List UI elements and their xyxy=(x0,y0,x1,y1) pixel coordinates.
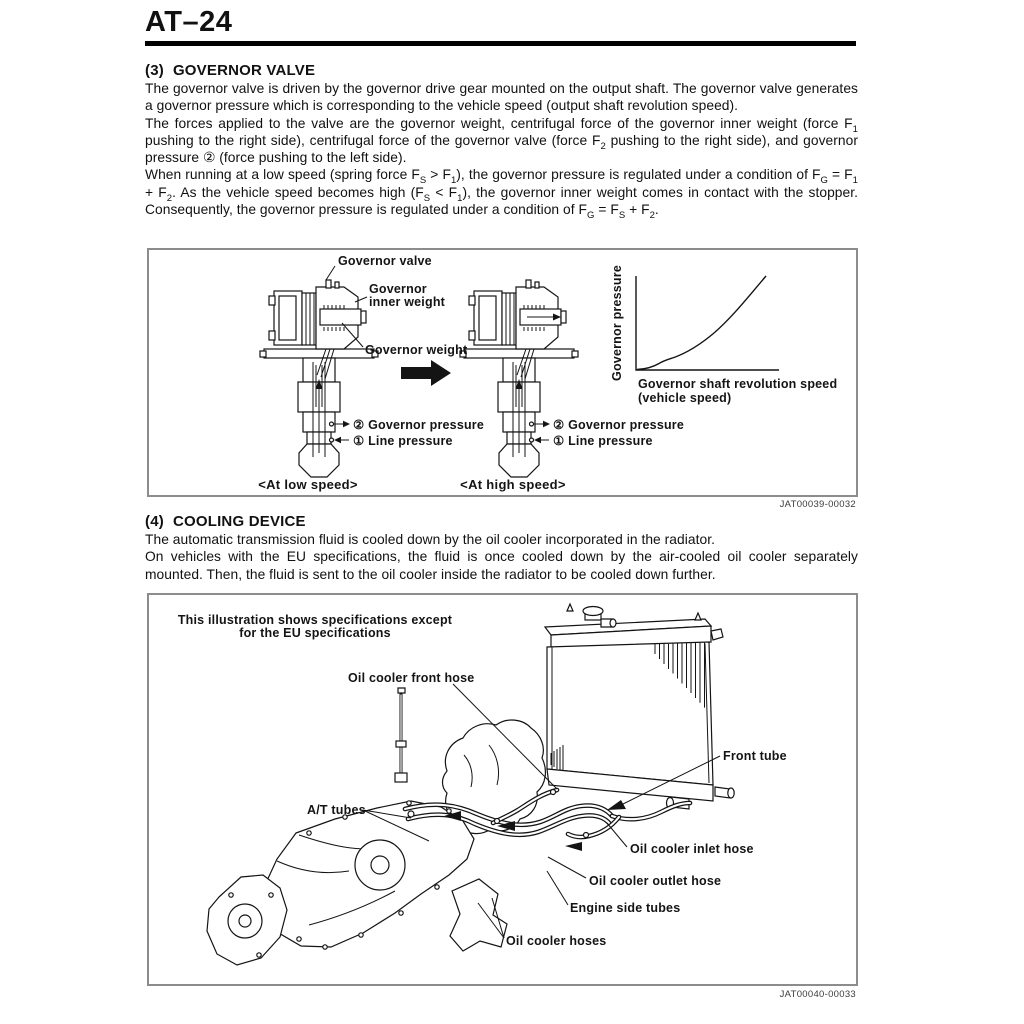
graph-x-axis-label-1: Governor shaft revolution speed xyxy=(638,377,838,391)
figure-governor-valve xyxy=(147,248,858,497)
label-oil-cooler-inlet-hose: Oil cooler inlet hose xyxy=(630,842,754,856)
page-code: AT–24 xyxy=(145,6,233,38)
note-eu-spec-2: for the EU specifications xyxy=(239,626,391,640)
figure-1-code: JAT00039-00032 xyxy=(779,499,856,510)
caption-low-speed: <At low speed> xyxy=(258,477,358,492)
transmission-case xyxy=(207,801,507,965)
paragraph: On vehicles with the EU specifications, the fluid is once cooled down by the air-cooled oil cooler separately mounted. Then, the fluid is sent to the oil cooler inside the radiator to be cooled down further. xyxy=(145,549,858,582)
transition-arrow-icon xyxy=(401,360,451,386)
section-4-body xyxy=(145,531,858,583)
label-governor-inner-weight-1: Governor xyxy=(369,282,427,296)
label-governor-pressure-right: ② Governor pressure xyxy=(553,418,685,432)
figure-2-code: JAT00040-00033 xyxy=(779,989,856,1000)
label-governor-weight: Governor weight xyxy=(365,343,468,357)
note-eu-spec-1: This illustration shows specifications except xyxy=(177,613,453,627)
figure-cooling-device xyxy=(147,593,858,986)
title-rule xyxy=(145,41,856,46)
paragraph: When running at a low speed (spring force $F_S > F_1$), the governor pressure is regulated under a condition of $F_G = F_1 + F_2$. As the vehicle speed becomes high $(F_S < F_1)$, the governor inner weight comes in contact with the stopper. Consequently, the governor pressure is regulated under a condition of $F_G = F_S + F_2$. xyxy=(145,167,859,221)
section-4-heading xyxy=(145,513,306,530)
section-3-title: GOVERNOR VALVE xyxy=(172,62,316,79)
label-governor-pressure-left: ② Governor pressure xyxy=(353,418,485,432)
section-4-number: (4) xyxy=(145,513,164,530)
section-3-number: (3) xyxy=(145,62,164,79)
paragraph: The automatic transmission fluid is cooled down by the oil cooler incorporated in the radiator. xyxy=(145,532,715,547)
label-front-tube: Front tube xyxy=(723,749,787,763)
label-oil-cooler-outlet-hose: Oil cooler outlet hose xyxy=(589,874,722,888)
label-oil-cooler-front-hose: Oil cooler front hose xyxy=(348,671,475,685)
radiator xyxy=(545,604,734,809)
dipstick-rod xyxy=(395,688,407,782)
label-governor-valve: Governor valve xyxy=(338,254,432,268)
section-3-body xyxy=(145,80,859,221)
paragraph: The governor valve is driven by the governor drive gear mounted on the output shaft. The governor valve generates a governor pressure which is corresponding to the vehicle speed (output shaft revolution speed). xyxy=(145,81,858,114)
governor-valve-diagram xyxy=(149,250,856,495)
label-engine-side-tubes: Engine side tubes xyxy=(570,901,681,915)
section-3-heading xyxy=(145,62,315,79)
governor-pressure-graph xyxy=(610,265,837,405)
graph-y-axis-label: Governor pressure xyxy=(610,265,624,381)
label-governor-inner-weight-2: inner weight xyxy=(369,295,446,309)
graph-x-axis-label-2: (vehicle speed) xyxy=(638,391,732,405)
caption-high-speed: <At high speed> xyxy=(460,477,566,492)
label-oil-cooler-hoses: Oil cooler hoses xyxy=(506,934,607,948)
cooling-device-diagram xyxy=(149,595,856,984)
label-line-pressure-left: ① Line pressure xyxy=(353,434,453,448)
paragraph: The forces applied to the valve are the governor weight, centrifugal force of the governor inner weight (force $F_1$ pushing to the right side), centrifugal force of the governor valve (force $F_2$ pushing to the right side), and governor pressure ② (force pushing to the left side). xyxy=(145,115,859,166)
label-line-pressure-right: ① Line pressure xyxy=(553,434,653,448)
section-4-title: COOLING DEVICE xyxy=(172,513,306,530)
label-at-tubes: A/T tubes xyxy=(307,803,366,817)
